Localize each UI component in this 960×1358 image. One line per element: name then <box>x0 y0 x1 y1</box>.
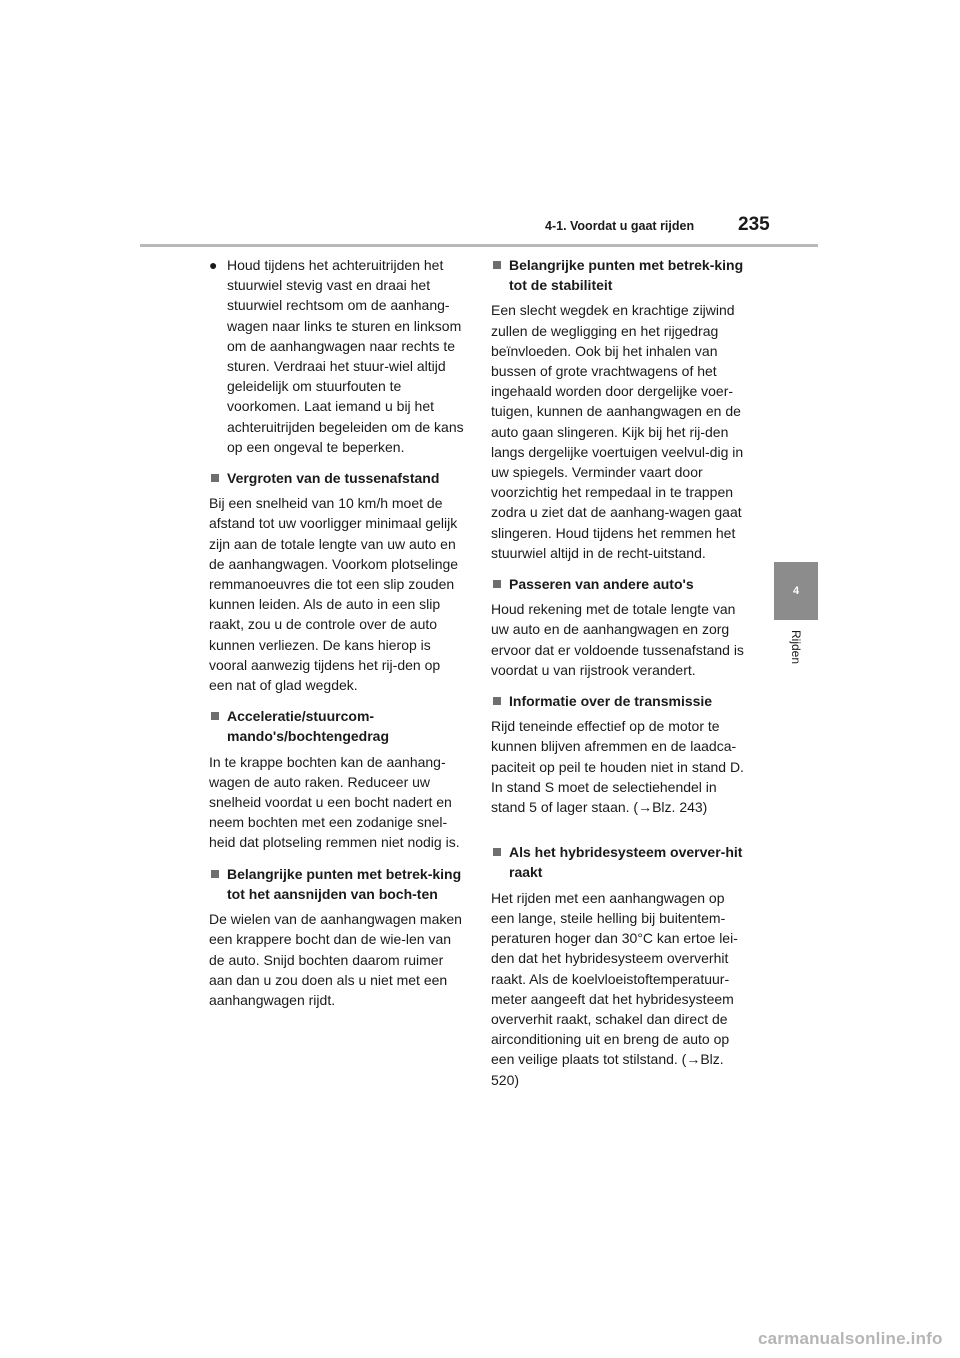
heading-text: Vergroten van de tussenafstand <box>227 470 440 487</box>
page-number: 235 <box>738 214 770 235</box>
section-heading <box>209 706 467 746</box>
bullet-dot-icon: ● <box>209 257 218 273</box>
section-heading <box>491 255 749 295</box>
section-heading <box>209 864 467 904</box>
bullet-text: Houd tijdens het achteruitrijden het stuurwiel stevig vast en draai het stuurwiel rechtsom om de aanhang-wagen naar links te sturen en linksom om de aanhangwagen naar rechts te sturen. Verdraai het stuur-wiel altijd geleidelijk om stuurfouten te voorkomen. Laat iemand u bij het achteruitrijden begeleiden om de kans op een ongeval te beperken. <box>227 257 464 455</box>
section-heading <box>491 842 749 882</box>
body-paragraph: In te krappe bochten kan de aanhang-wagen de auto raken. Reduceer uw snelheid voordat u een bocht nadert en neem bochten met een zodanige snel-heid dat plotseling remmen niet nodig is. <box>209 753 460 851</box>
heading-text: Informatie over de transmissie <box>509 693 713 710</box>
chapter-label: Rijden <box>789 630 803 665</box>
watermark: carmanualsonline.info <box>758 1329 943 1348</box>
heading-text: Belangrijke punten met betrek-king tot het aansnijden van boch-ten <box>227 865 462 902</box>
right-column <box>491 255 749 1101</box>
square-bullet-icon <box>493 580 501 588</box>
bullet-item <box>209 255 467 457</box>
chapter-tab <box>774 562 818 620</box>
section-title: 4-1. Voordat u gaat rijden <box>545 219 695 233</box>
header-rule <box>140 244 818 247</box>
body-paragraph: De wielen van de aanhangwagen maken een krappere bocht dan de wie-len van de auto. Snijd bochten daarom ruimer aan dan u zou doen als u niet met een aanhangwagen rijdt. <box>209 911 462 1008</box>
section-heading <box>491 691 749 711</box>
square-bullet-icon <box>493 261 501 269</box>
heading-text: Als het hybridesysteem overver-hit raakt <box>509 844 743 881</box>
square-bullet-icon <box>211 474 219 482</box>
heading-text: Passeren van andere auto's <box>509 576 694 593</box>
spacer <box>491 828 749 842</box>
heading-text: Belangrijke punten met betrek-king tot de stabiliteit <box>509 257 744 294</box>
body-paragraph: Houd rekening met de totale lengte van uw auto en de aanhangwagen en zorg ervoor dat er voldoende tussenafstand is voordat u van rijstrook verandert. <box>491 601 744 678</box>
chapter-label-wrap <box>784 630 808 690</box>
body-paragraph: Een slecht wegdek en krachtige zijwind zullen de wegligging en het rijgedrag beïnvloeden. Ook bij het inhalen van bussen of grote vrachtwagens of het ingehaald worden door dergelijke voer-tuigen, kunnen de aanhangwagen en de auto gaan slingeren. Kijk bij het rij-den langs dergelijke voertuigen veelvul-dig in uw spiegels. Verminder vaart door voorzichtig het rempedaal in te trappen zodra u ziet dat de aanhang-wagen gaat slingeren. Houd tijdens het remmen het stuurwiel altijd in de recht-uitstand. <box>491 302 744 561</box>
square-bullet-icon <box>493 697 501 705</box>
square-bullet-icon <box>211 870 219 878</box>
section-heading <box>491 574 749 594</box>
body-paragraph: Bij een snelheid van 10 km/h moet de afstand tot uw voorligger minimaal gelijk zijn aan de totale lengte van uw auto en de aanhangwagen. Voorkom plotselinge remmanoeuvres die tot een slip zouden kunnen leiden. Als de auto in een slip raakt, zou u de controle over de auto kunnen verliezen. De kans hierop is vooral aanwezig tijdens het rij-den op een nat of glad wegdek. <box>209 495 459 694</box>
body-paragraph: Rijd teneinde effectief op de motor te kunnen blijven afremmen en de laadca-paciteit op peil te houden niet in stand D. In stand S moet de selectiehendel in stand 5 of lager staan. (→Blz. 243) <box>491 718 744 816</box>
left-column <box>209 255 467 1021</box>
body-paragraph: Het rijden met een aanhangwagen op een lange, steile helling bij buitentem-peraturen hoger dan 30°C kan ertoe lei-den dat het hybridesysteem oververhit raakt. Als de koelvloeistoftemperatuur-meter aangeeft dat het hybridesysteem oververhit raakt, schakel dan direct de airconditioning uit en breng de auto op een veilige plaats tot stilstand. (→Blz. 520) <box>491 889 738 1088</box>
heading-text: Acceleratie/stuurcom-mando's/bochtengedrag <box>227 708 390 745</box>
square-bullet-icon <box>211 712 219 720</box>
chapter-number: 4 <box>792 585 800 597</box>
square-bullet-icon <box>493 848 501 856</box>
section-heading <box>209 468 467 488</box>
